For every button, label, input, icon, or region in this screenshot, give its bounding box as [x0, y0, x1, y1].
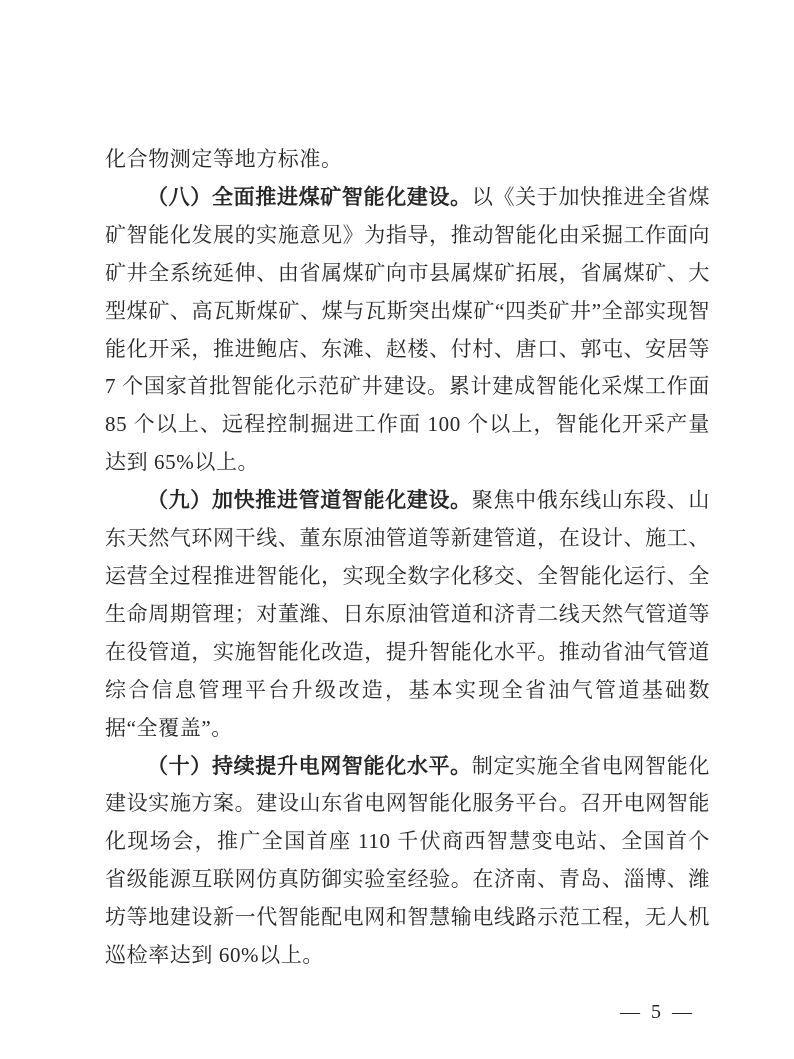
- paragraph-continuation: 化合物测定等地方标准。: [105, 147, 343, 171]
- document-text-block: [105, 141, 710, 975]
- page-number: — 5 —: [620, 1001, 695, 1023]
- paragraph-item-10: [105, 748, 710, 975]
- page-footer: [620, 1001, 695, 1024]
- paragraph-9-body: 聚焦中俄东线山东段、山东天然气环网干线、董东原油管道等新建管道，在设计、施工、运营全过程推进智能化，实现全数字化移交、全智能化运行、全生命周期管理；对董潍、日东原油管道和济青二线天然气管道等在役管道，实施智能化改造，提升智能化水平。推动省油气管道综合信息管理平台升级改造，基本实现全省油气管道基础数据“全覆盖”。: [105, 488, 710, 740]
- paragraph-9-heading: （九）加快推进管道智能化建设。: [147, 488, 472, 513]
- paragraph-8-body: 以《关于加快推进全省煤矿智能化发展的实施意见》为指导，推动智能化由采掘工作面向矿井全系统延伸、由省属煤矿向市县属煤矿拓展，省属煤矿、大型煤矿、高瓦斯煤矿、煤与瓦斯突出煤矿“四类矿井”全部实现智能化开采，推进鲍店、东滩、赵楼、付村、唐口、郭屯、安居等 7 个国家首批智能化示范矿井建设。累计建成智能化采煤工作面 85 个以上、远程控制掘进工作面 100 个以上，智能化开采产量达到 65%以上。: [105, 184, 710, 475]
- paragraph-item-9: [105, 482, 710, 747]
- paragraph-10-body: 制定实施全省电网智能化建设实施方案。建设山东省电网智能化服务平台。召开电网智能化现场会，推广全国首座 110 千伏商西智慧变电站、全国首个省级能源互联网仿真防御实验室经验。在济南、青岛、淄博、潍坊等地建设新一代智能配电网和智慧输电线路示范工程，无人机巡检率达到 60%以上。: [105, 753, 710, 968]
- paragraph-item-8: [105, 179, 710, 482]
- paragraph-8-heading: （八）全面推进煤矿智能化建设。: [147, 184, 472, 209]
- paragraph-10-heading: （十）持续提升电网智能化水平。: [147, 753, 472, 778]
